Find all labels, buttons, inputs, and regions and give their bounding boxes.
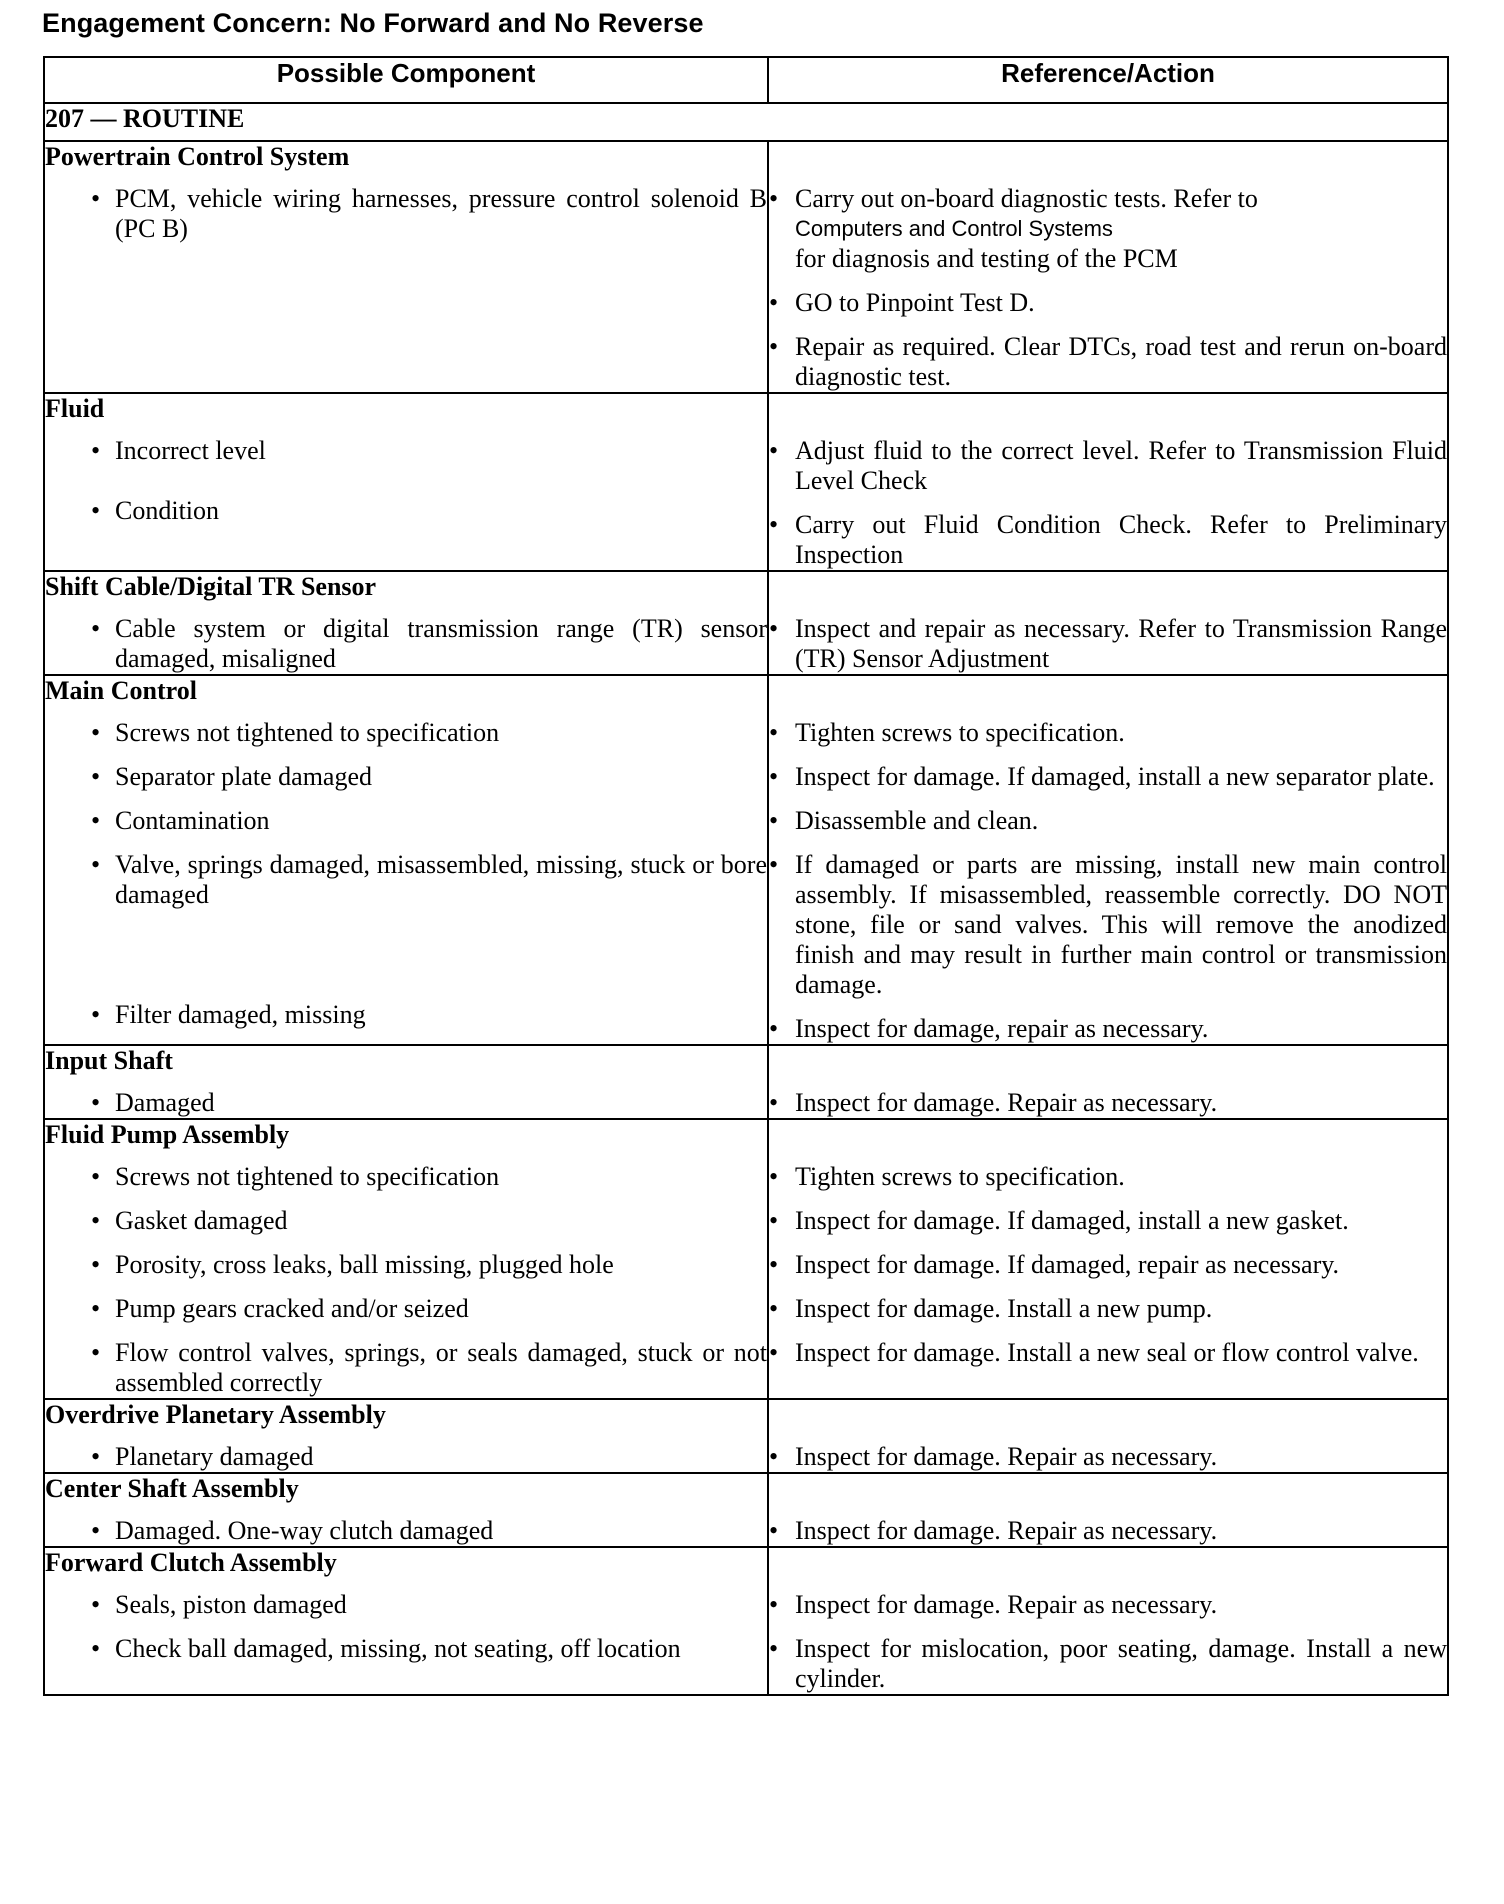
heading-spacer bbox=[769, 1046, 1447, 1076]
bullet-icon: • bbox=[769, 1338, 779, 1367]
action-item bbox=[769, 1442, 1447, 1472]
action-item bbox=[769, 1162, 1447, 1192]
bullet-icon: • bbox=[769, 762, 779, 791]
section-row bbox=[44, 1399, 1448, 1473]
action-cell bbox=[768, 141, 1448, 393]
bullet-icon: • bbox=[91, 436, 101, 465]
bullet-icon: • bbox=[769, 1294, 779, 1323]
action-text: Inspect for damage. If damaged, install a new separator plate. bbox=[795, 762, 1435, 791]
action-item bbox=[769, 184, 1447, 274]
action-item bbox=[769, 1250, 1447, 1280]
component-text: Damaged. One-way clutch damaged bbox=[115, 1516, 494, 1545]
section-heading: Powertrain Control System bbox=[45, 142, 350, 171]
bullet-icon: • bbox=[769, 436, 779, 465]
heading-spacer bbox=[769, 1120, 1447, 1150]
section-row bbox=[44, 571, 1448, 675]
action-text: Disassemble and clean. bbox=[795, 806, 1039, 835]
action-cell bbox=[768, 1547, 1448, 1695]
bullet-icon: • bbox=[769, 184, 779, 213]
action-text: Carry out on-board diagnostic tests. Refer to bbox=[795, 184, 1258, 213]
bullet-icon: • bbox=[91, 1590, 101, 1619]
component-item bbox=[45, 1634, 767, 1664]
section-row bbox=[44, 1473, 1448, 1547]
component-text: Screws not tightened to specification bbox=[115, 718, 500, 747]
action-item bbox=[769, 1014, 1447, 1044]
heading-spacer bbox=[769, 394, 1447, 424]
component-item bbox=[45, 718, 767, 748]
component-item bbox=[45, 1294, 767, 1324]
bullet-icon: • bbox=[769, 1442, 779, 1471]
bullet-icon: • bbox=[769, 718, 779, 747]
section-row bbox=[44, 675, 1448, 1045]
component-text: PCM, vehicle wiring harnesses, pressure control solenoid B (PC B) bbox=[115, 184, 767, 243]
bullet-icon: • bbox=[91, 1338, 101, 1367]
action-text: If damaged or parts are missing, install new main control assembly. If misassembled, reassemble correctly. DO NOT stone, file or sand valves. This will remove the anodized finish and may result in further main control or transmission damage. bbox=[795, 850, 1447, 999]
component-cell bbox=[44, 571, 768, 675]
component-text: Separator plate damaged bbox=[115, 762, 372, 791]
heading-spacer bbox=[769, 1548, 1447, 1578]
section-row bbox=[44, 1119, 1448, 1399]
bullet-icon: • bbox=[769, 332, 779, 361]
action-item bbox=[769, 1338, 1447, 1368]
component-item bbox=[45, 1338, 767, 1398]
bullet-icon: • bbox=[91, 496, 101, 525]
action-item bbox=[769, 1634, 1447, 1694]
section-row bbox=[44, 1045, 1448, 1119]
action-text: Inspect for damage. Repair as necessary. bbox=[795, 1516, 1218, 1545]
action-text: Carry out Fluid Condition Check. Refer to Preliminary Inspection bbox=[795, 510, 1447, 569]
bullet-icon: • bbox=[769, 510, 779, 539]
action-text: Inspect for damage. If damaged, repair as necessary. bbox=[795, 1250, 1340, 1279]
component-item bbox=[45, 1000, 767, 1030]
action-cell bbox=[768, 1045, 1448, 1119]
component-item bbox=[45, 850, 767, 910]
action-text-continued: for diagnosis and testing of the PCM bbox=[795, 244, 1178, 273]
section-heading: Fluid Pump Assembly bbox=[45, 1120, 290, 1149]
action-text: Inspect for damage. Repair as necessary. bbox=[795, 1088, 1218, 1117]
section-heading: Shift Cable/Digital TR Sensor bbox=[45, 572, 377, 601]
action-text: Inspect for damage. Install a new seal or flow control valve. bbox=[795, 1338, 1419, 1367]
section-row bbox=[44, 141, 1448, 393]
action-text: Inspect for damage. Install a new pump. bbox=[795, 1294, 1213, 1323]
component-item bbox=[45, 1516, 767, 1546]
action-item bbox=[769, 332, 1447, 392]
section-heading: Main Control bbox=[45, 676, 197, 705]
section-heading: Input Shaft bbox=[45, 1046, 173, 1075]
component-item bbox=[45, 1250, 767, 1280]
component-item bbox=[45, 1206, 767, 1236]
bullet-icon: • bbox=[769, 288, 779, 317]
action-cell bbox=[768, 571, 1448, 675]
section-heading: Center Shaft Assembly bbox=[45, 1474, 299, 1503]
bullet-icon: • bbox=[769, 850, 779, 879]
component-text: Condition bbox=[115, 496, 220, 525]
component-text: Screws not tightened to specification bbox=[115, 1162, 500, 1191]
component-text: Check ball damaged, missing, not seating, off location bbox=[115, 1634, 681, 1663]
bullet-icon: • bbox=[769, 1590, 779, 1619]
action-cell bbox=[768, 1473, 1448, 1547]
component-item bbox=[45, 806, 767, 836]
action-item bbox=[769, 1294, 1447, 1324]
action-cell bbox=[768, 393, 1448, 571]
section-heading: Overdrive Planetary Assembly bbox=[45, 1400, 386, 1429]
bullet-icon: • bbox=[91, 1088, 101, 1117]
action-item bbox=[769, 436, 1447, 496]
bullet-icon: • bbox=[769, 1088, 779, 1117]
component-text: Pump gears cracked and/or seized bbox=[115, 1294, 469, 1323]
component-item bbox=[45, 1162, 767, 1192]
bullet-icon: • bbox=[91, 850, 101, 879]
action-item bbox=[769, 1088, 1447, 1118]
bullet-icon: • bbox=[91, 1162, 101, 1191]
action-cell bbox=[768, 675, 1448, 1045]
bullet-icon: • bbox=[91, 1634, 101, 1663]
component-item bbox=[45, 184, 767, 244]
component-text: Incorrect level bbox=[115, 436, 266, 465]
component-cell bbox=[44, 141, 768, 393]
action-item bbox=[769, 510, 1447, 570]
bullet-icon: • bbox=[91, 806, 101, 835]
component-text: Filter damaged, missing bbox=[115, 1000, 366, 1029]
bullet-icon: • bbox=[769, 614, 779, 643]
heading-spacer bbox=[769, 142, 1447, 172]
component-text: Gasket damaged bbox=[115, 1206, 288, 1235]
component-cell bbox=[44, 675, 768, 1045]
component-cell bbox=[44, 1119, 768, 1399]
action-item bbox=[769, 288, 1447, 318]
action-text: Repair as required. Clear DTCs, road test and rerun on-board diagnostic test. bbox=[795, 332, 1447, 391]
component-text: Contamination bbox=[115, 806, 270, 835]
bullet-icon: • bbox=[769, 1250, 779, 1279]
component-cell bbox=[44, 1045, 768, 1119]
bullet-icon: • bbox=[91, 1000, 101, 1029]
component-text: Seals, piston damaged bbox=[115, 1590, 347, 1619]
bullet-icon: • bbox=[769, 806, 779, 835]
action-text: Inspect for damage, repair as necessary. bbox=[795, 1014, 1209, 1043]
action-text: Adjust fluid to the correct level. Refer to Transmission Fluid Level Check bbox=[795, 436, 1447, 495]
component-text: Cable system or digital transmission range (TR) sensor damaged, misaligned bbox=[115, 614, 767, 673]
action-item bbox=[769, 1516, 1447, 1546]
bullet-icon: • bbox=[769, 1634, 779, 1663]
action-item bbox=[769, 614, 1447, 674]
heading-spacer bbox=[769, 1474, 1447, 1504]
bullet-icon: • bbox=[769, 1162, 779, 1191]
action-text: Inspect for damage. Repair as necessary. bbox=[795, 1442, 1218, 1471]
action-cell bbox=[768, 1119, 1448, 1399]
component-cell bbox=[44, 393, 768, 571]
bullet-icon: • bbox=[91, 718, 101, 747]
action-item bbox=[769, 806, 1447, 836]
action-text: Inspect for damage. If damaged, install a new gasket. bbox=[795, 1206, 1349, 1235]
component-text: Valve, springs damaged, misassembled, missing, stuck or bore damaged bbox=[115, 850, 767, 909]
component-item bbox=[45, 1088, 767, 1118]
bullet-icon: • bbox=[91, 1442, 101, 1471]
diagnosis-table bbox=[43, 56, 1449, 1696]
component-item bbox=[45, 436, 767, 466]
component-cell bbox=[44, 1473, 768, 1547]
bullet-icon: • bbox=[91, 1206, 101, 1235]
component-item bbox=[45, 1590, 767, 1620]
component-item bbox=[45, 614, 767, 674]
component-cell bbox=[44, 1547, 768, 1695]
component-text: Porosity, cross leaks, ball missing, plugged hole bbox=[115, 1250, 614, 1279]
header-row bbox=[44, 57, 1448, 103]
routine-row bbox=[44, 103, 1448, 141]
component-cell bbox=[44, 1399, 768, 1473]
action-item bbox=[769, 850, 1447, 1000]
action-text: GO to Pinpoint Test D. bbox=[795, 288, 1035, 317]
bullet-icon: • bbox=[91, 184, 101, 213]
section-row bbox=[44, 393, 1448, 571]
action-item bbox=[769, 1590, 1447, 1620]
action-item bbox=[769, 718, 1447, 748]
bullet-icon: • bbox=[91, 1294, 101, 1323]
heading-spacer bbox=[769, 572, 1447, 602]
component-text: Flow control valves, springs, or seals damaged, stuck or not assembled correctly bbox=[115, 1338, 767, 1397]
section-heading: Fluid bbox=[45, 394, 105, 423]
bullet-icon: • bbox=[769, 1206, 779, 1235]
action-text: Tighten screws to specification. bbox=[795, 1162, 1125, 1191]
bullet-icon: • bbox=[91, 1516, 101, 1545]
component-text: Damaged bbox=[115, 1088, 215, 1117]
component-item bbox=[45, 1442, 767, 1472]
routine-label: 207 — ROUTINE bbox=[44, 103, 1448, 141]
page-title: Engagement Concern: No Forward and No Reverse bbox=[42, 8, 704, 38]
component-item bbox=[45, 762, 767, 792]
action-text: Inspect and repair as necessary. Refer to Transmission Range (TR) Sensor Adjustment bbox=[795, 614, 1447, 673]
heading-spacer bbox=[769, 1400, 1447, 1430]
section-row bbox=[44, 1547, 1448, 1695]
bullet-icon: • bbox=[91, 1250, 101, 1279]
column-header-action: Reference/Action bbox=[768, 57, 1448, 103]
reference-link[interactable]: Computers and Control Systems bbox=[795, 216, 1113, 241]
action-text: Inspect for mislocation, poor seating, damage. Install a new cylinder. bbox=[795, 1634, 1447, 1693]
action-item bbox=[769, 1206, 1447, 1236]
bullet-icon: • bbox=[769, 1014, 779, 1043]
component-item bbox=[45, 496, 767, 526]
component-text: Planetary damaged bbox=[115, 1442, 314, 1471]
bullet-icon: • bbox=[769, 1516, 779, 1545]
column-header-component: Possible Component bbox=[44, 57, 768, 103]
bullet-icon: • bbox=[91, 614, 101, 643]
bullet-icon: • bbox=[91, 762, 101, 791]
action-cell bbox=[768, 1399, 1448, 1473]
action-text: Inspect for damage. Repair as necessary. bbox=[795, 1590, 1218, 1619]
section-heading: Forward Clutch Assembly bbox=[45, 1548, 337, 1577]
heading-spacer bbox=[769, 676, 1447, 706]
action-item bbox=[769, 762, 1447, 792]
action-text: Tighten screws to specification. bbox=[795, 718, 1125, 747]
